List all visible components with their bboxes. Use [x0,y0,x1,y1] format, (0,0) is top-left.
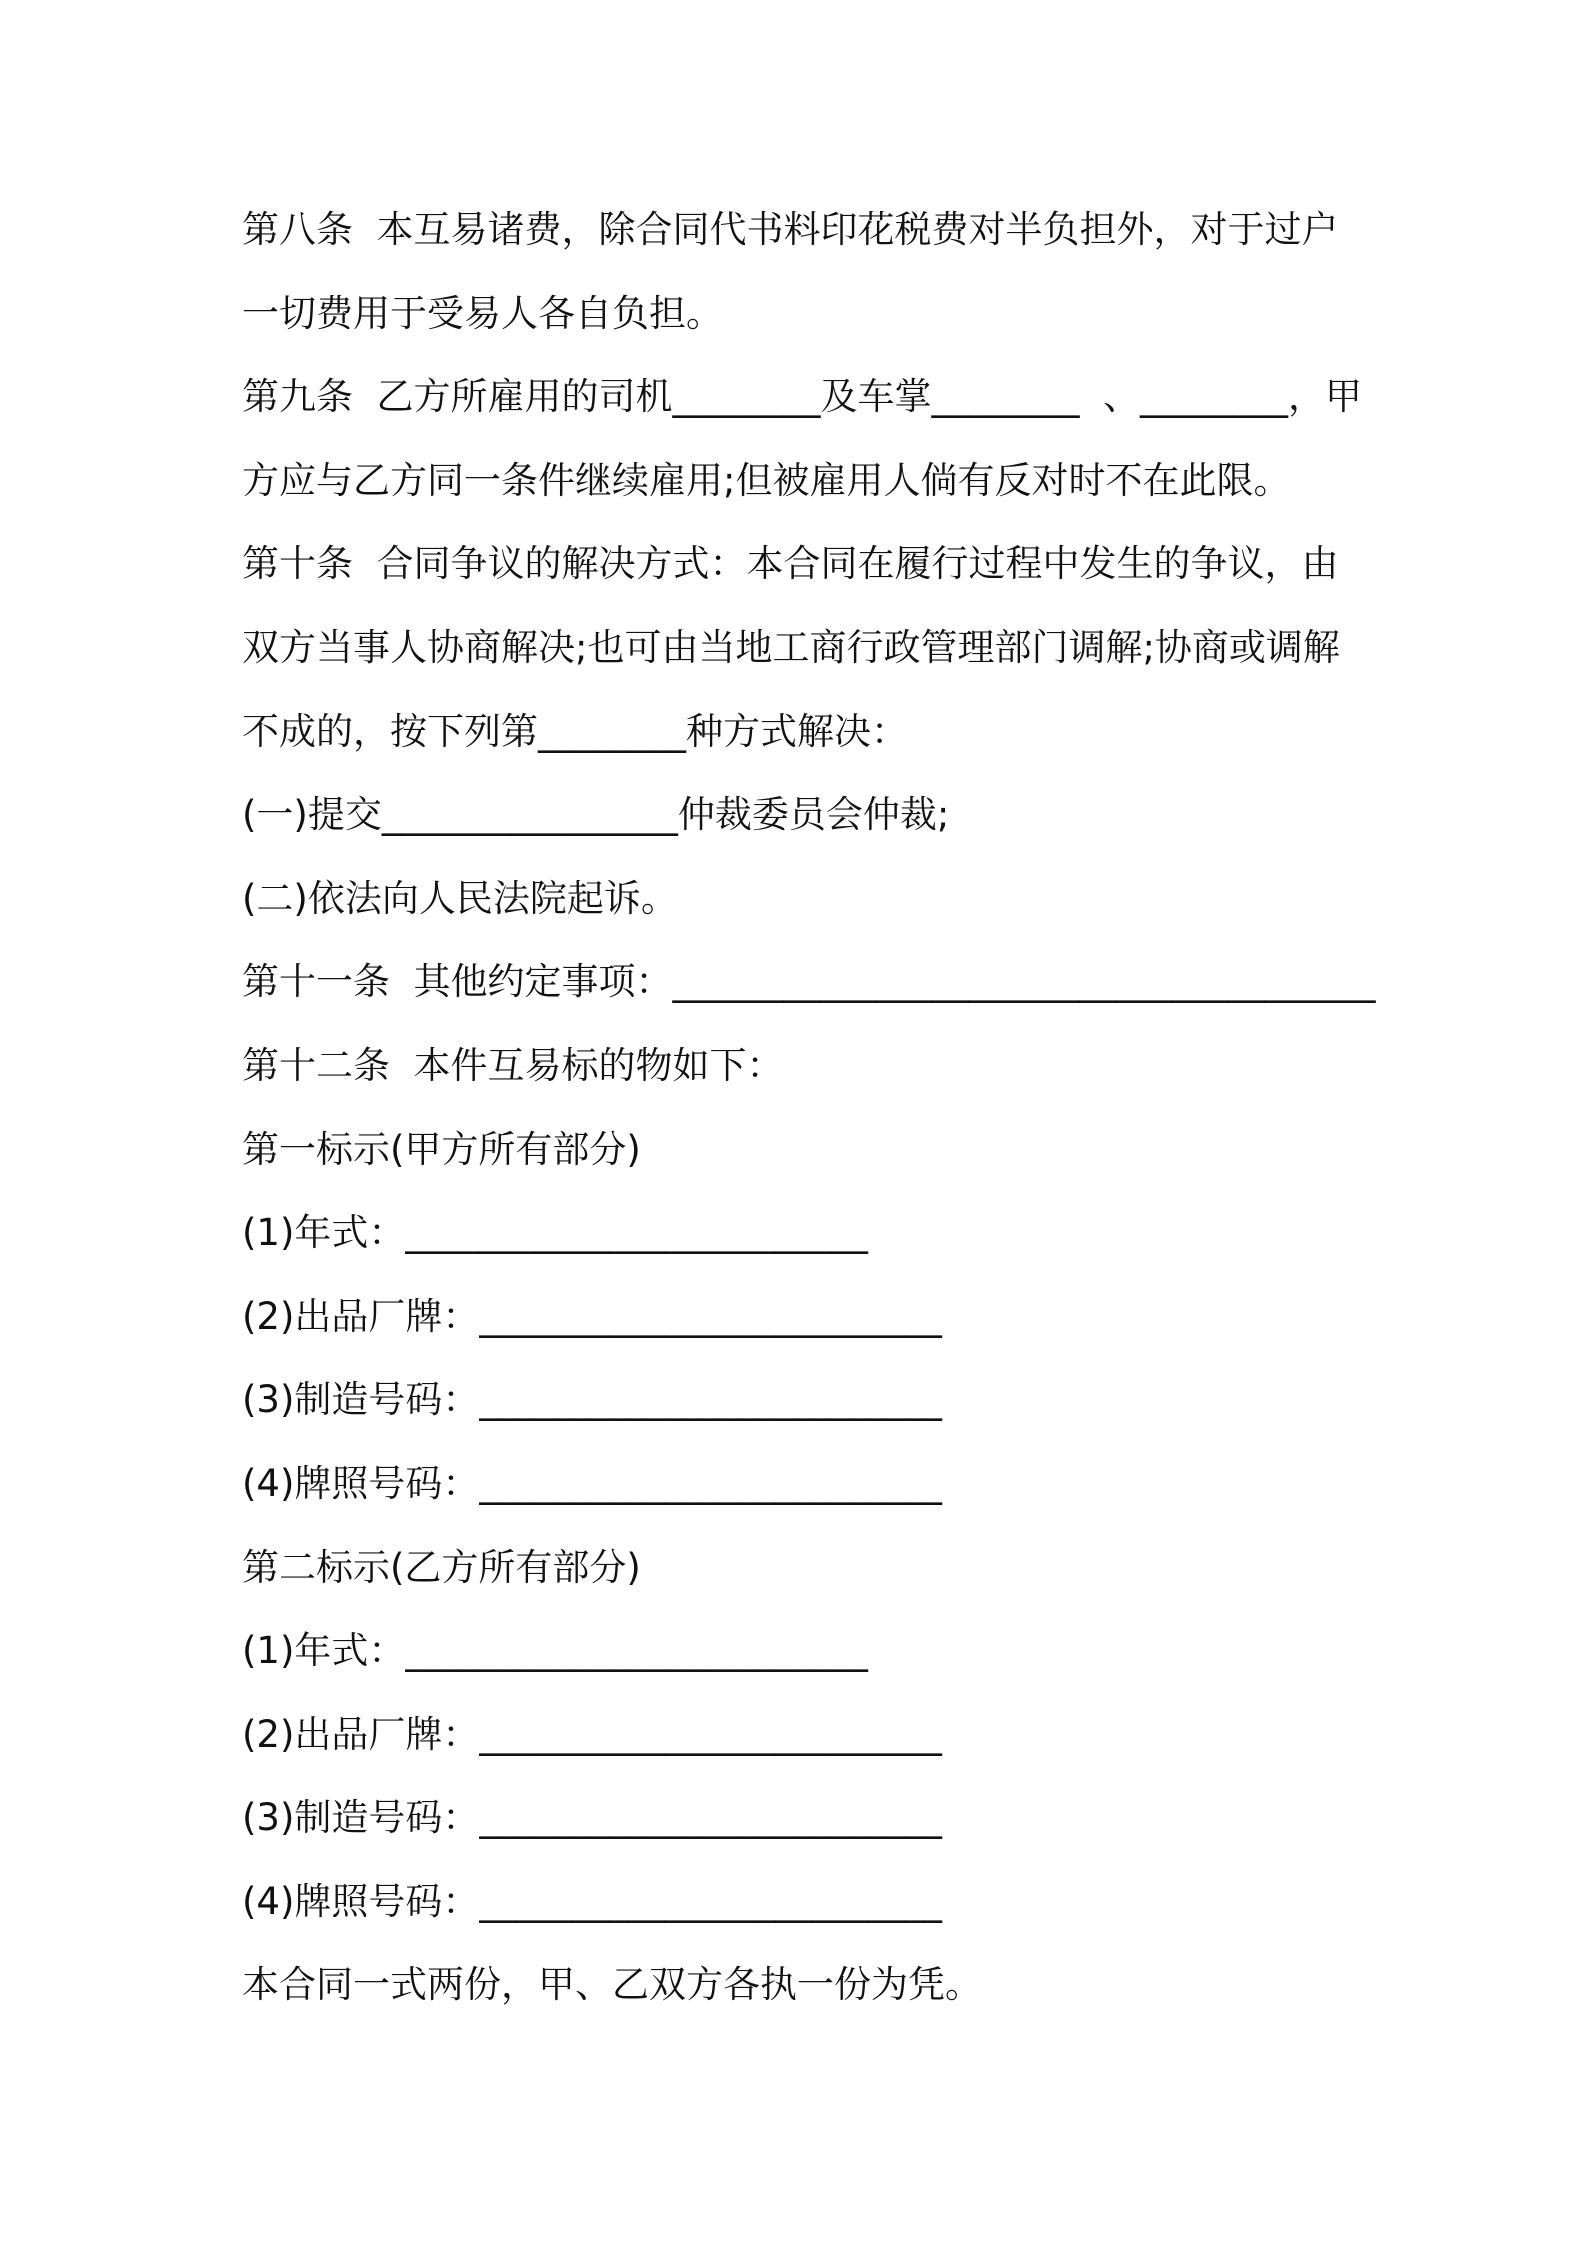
article-10-option-2: (二)依法向人民法院起诉。 [242,876,678,920]
label-2-heading: 第二标示(乙方所有部分) [242,1545,641,1589]
article-10-line-3: 不成的，按下列第________种方式解决： [242,709,908,753]
label-1-serial: (3)制造号码：_________________________ [242,1378,942,1422]
label-1-year: (1)年式：_________________________ [242,1211,868,1255]
article-8-line-1: 第八条 本互易诸费，除合同代书料印花税费对半负担外，对于过户 [242,208,1339,251]
label-1-plate: (4)牌照号码：_________________________ [242,1461,942,1505]
label-2-plate: (4)牌照号码：_________________________ [242,1879,942,1923]
label-1-brand: (2)出品厂牌：_________________________ [242,1294,942,1338]
article-8-line-2: 一切费用于受易人各自负担。 [242,291,723,335]
article-9-line-1: 第九条 乙方所雇用的司机________及车掌________ 、________，甲 [242,375,1363,419]
article-12-line: 第十二条 本件互易标的物如下： [242,1043,784,1087]
article-10-line-2: 双方当事人协商解决;也可由当地工商行政管理部门调解;协商或调解 [242,625,1340,669]
article-10-option-1: (一)提交________________仲裁委员会仲裁; [242,793,950,837]
article-10-line-1: 第十条 合同争议的解决方式：本合同在履行过程中发生的争议，由 [242,542,1339,586]
document-body [242,198,1376,2037]
article-11-line: 第十一条 其他约定事项：______________________________________ [242,960,1376,1004]
label-1-heading: 第一标示(甲方所有部分) [242,1127,641,1171]
label-2-brand: (2)出品厂牌：_________________________ [242,1712,942,1756]
closing-line: 本合同一式两份，甲、乙双方各执一份为凭。 [242,1963,982,2007]
label-2-year: (1)年式：_________________________ [242,1629,868,1673]
article-9-line-2: 方应与乙方同一条件继续雇用;但被雇用人倘有反对时不在此限。 [242,458,1291,502]
label-2-serial: (3)制造号码：_________________________ [242,1796,942,1840]
